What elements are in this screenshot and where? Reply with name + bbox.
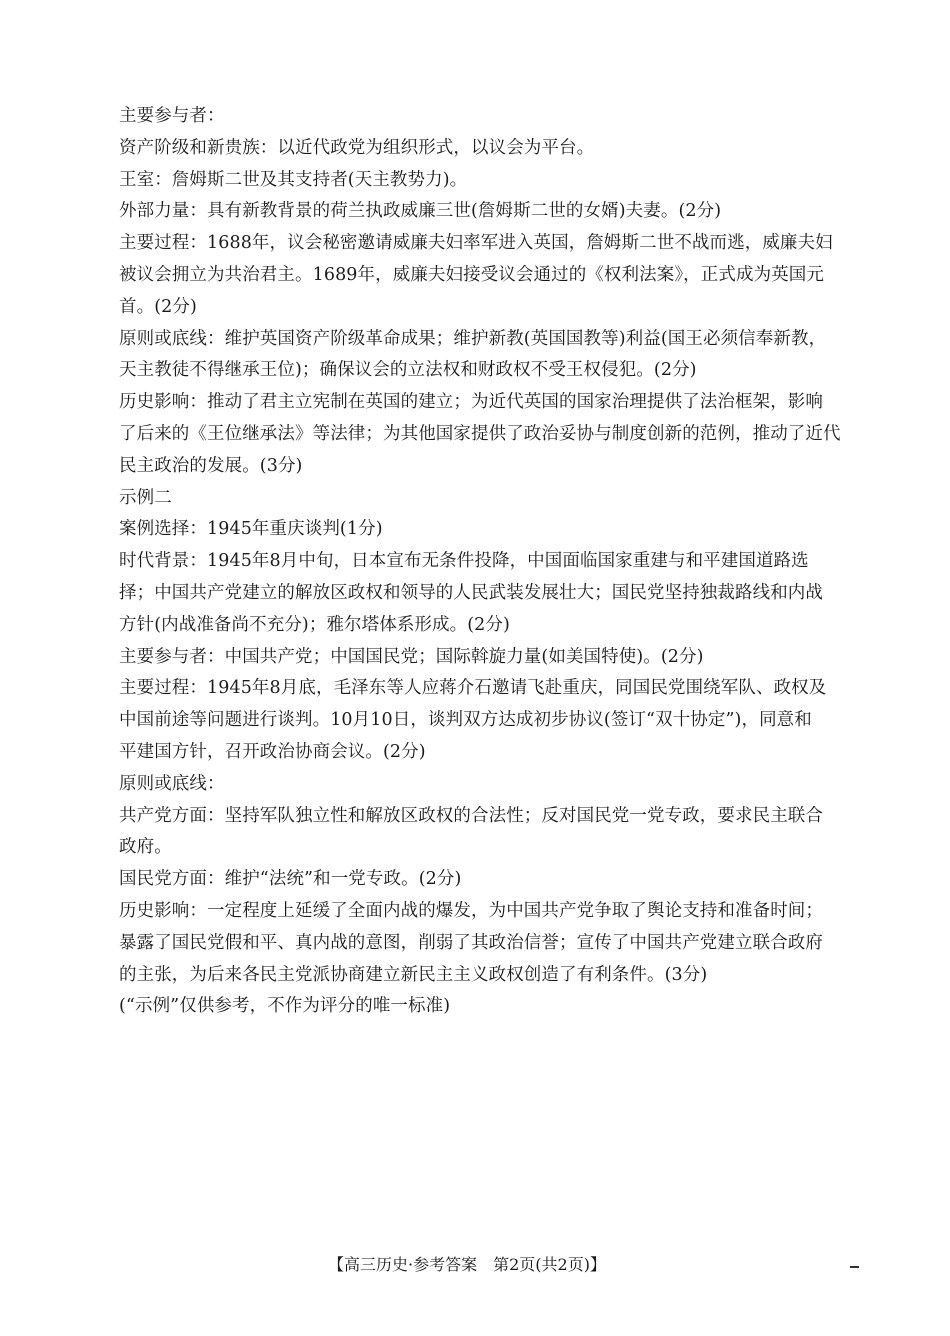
text-line: 暴露了国民党假和平、真内战的意图，削弱了其政治信誉；宣传了中国共产党建立联合政府 xyxy=(119,932,823,953)
text-line: 民主政治的发展。(3分) xyxy=(119,455,303,476)
text-line: 原则或底线：维护英国资产阶级革命成果；维护新教(英国国教等)利益(国王必须信奉新教， xyxy=(119,328,827,349)
text-line: 主要过程：1688年，议会秘密邀请威廉夫妇率军进入英国，詹姆斯二世不战而逃，威廉夫妇 xyxy=(119,233,833,254)
section-heading: 示例二 xyxy=(119,487,172,508)
text-line: 共产党方面：坚持军队独立性和解放区政权的合法性；反对国民党一党专政，要求民主联合 xyxy=(119,805,823,826)
text-line: 天主教徒不得继承王位)；确保议会的立法权和财政权不受王权侵犯。(2分) xyxy=(119,360,697,381)
text-line: 平建国方针，召开政治协商会议。(2分) xyxy=(119,741,426,762)
page-footer xyxy=(0,1254,950,1276)
footer-text: 【高三历史·参考答案 第2页(共2页)】 xyxy=(328,1255,606,1274)
answer-content xyxy=(119,101,864,1023)
text-line: 王室：詹姆斯二世及其支持者(天主教势力)。 xyxy=(119,169,468,190)
text-line: 外部力量：具有新教背景的荷兰执政威廉三世(詹姆斯二世的女婿)夫妻。(2分) xyxy=(119,201,722,222)
note-line: (“示例”仅供参考，不作为评分的唯一标准) xyxy=(119,996,451,1017)
text-line: 首。(2分) xyxy=(119,296,197,317)
text-line: 原则或底线： xyxy=(119,773,225,794)
corner-mark xyxy=(850,1266,859,1268)
text-line: 方针(内战准备尚不充分)；雅尔塔体系形成。(2分) xyxy=(119,614,510,635)
text-line: 政府。 xyxy=(119,837,172,858)
text-line: 案例选择：1945年重庆谈判(1分) xyxy=(119,519,383,540)
text-line: 时代背景：1945年8月中旬，日本宣布无条件投降，中国面临国家重建与和平建国道路选 xyxy=(119,551,809,572)
text-line: 主要参与者：中国共产党；中国国民党；国际斡旋力量(如美国特使)。(2分) xyxy=(119,646,704,667)
text-line: 主要过程：1945年8月底，毛泽东等人应蒋介石邀请飞赴重庆，同国民党围绕军队、政权及 xyxy=(119,678,827,699)
text-line: 资产阶级和新贵族：以近代政党为组织形式，以议会为平台。 xyxy=(119,137,595,158)
text-line: 主要参与者： xyxy=(119,106,225,126)
text-line: 历史影响：推动了君主立宪制在英国的建立；为近代英国的国家治理提供了法治框架，影响 xyxy=(119,392,823,413)
text-line: 中国前途等问题进行谈判。10月10日，谈判双方达成初步协议(签订“双十协定”)，同意和 xyxy=(119,710,812,731)
text-line: 国民党方面：维护“法统”和一党专政。(2分) xyxy=(119,869,462,890)
text-line: 的主张，为后来各民主党派协商建立新民主主义政权创造了有利条件。(3分) xyxy=(119,964,708,985)
text-line: 择；中国共产党建立的解放区政权和领导的人民武装发展壮大；国民党坚持独裁路线和内战 xyxy=(119,582,823,603)
text-line: 了后来的《王位继承法》等法律；为其他国家提供了政治妥协与制度创新的范例，推动了近代 xyxy=(119,423,841,444)
text-line: 历史影响：一定程度上延缓了全面内战的爆发，为中国共产党争取了舆论支持和准备时间； xyxy=(119,900,823,921)
text-line: 被议会拥立为共治君主。1689年，威廉夫妇接受议会通过的《权利法案》，正式成为英国元 xyxy=(119,264,824,285)
